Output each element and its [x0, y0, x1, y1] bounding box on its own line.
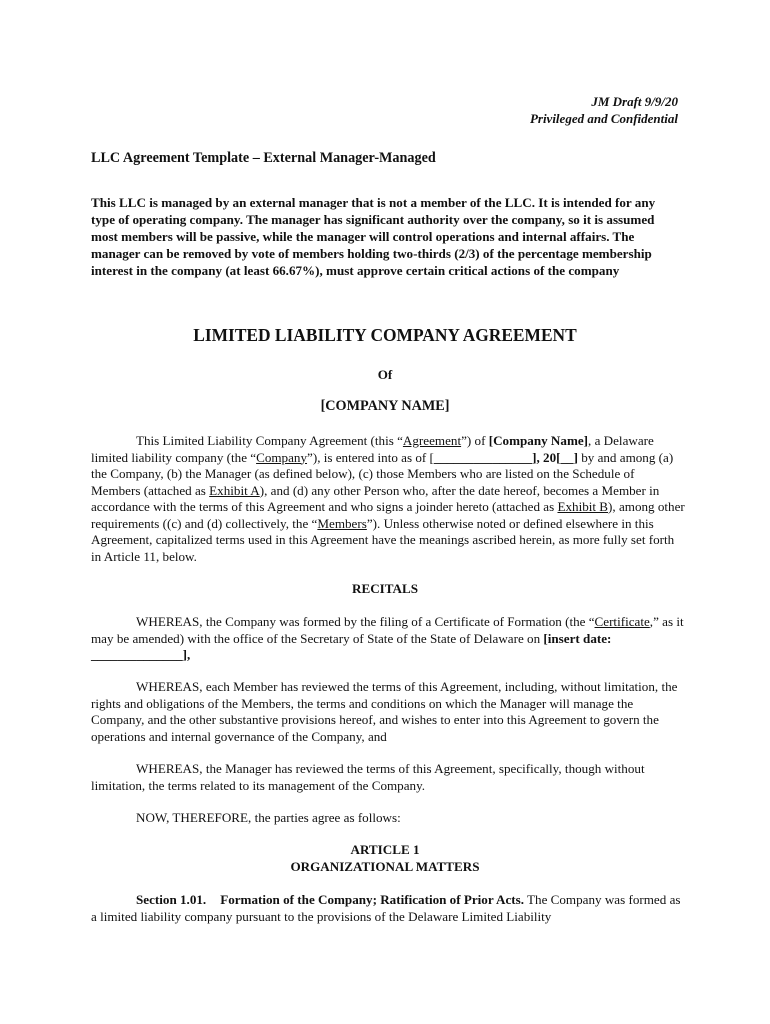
recitals-heading: RECITALS: [352, 581, 418, 596]
article-1-number: ARTICLE 1: [350, 842, 420, 857]
section-title: Formation of the Company; Ratification of Prior Acts.: [220, 892, 524, 907]
preamble-text: This Limited Liability Company Agreement (this “: [136, 433, 403, 448]
section-number: Section 1.01.: [136, 892, 207, 907]
exhibit-b-reference: Exhibit B: [557, 499, 609, 514]
preamble-text: ), and (d) any other Person who, after the date hereof, becomes a Member in accordance with the terms of this Agreement and who signs a joinder hereto (attached as: [91, 482, 660, 514]
whereas-formation: [91, 614, 685, 664]
now-therefore: NOW, THEREFORE, the parties agree as follows:: [136, 810, 401, 825]
defined-term-company: Company: [256, 449, 308, 465]
article-1-name: ORGANIZATIONAL MATTERS: [290, 859, 480, 874]
recital-text: WHEREAS, the Company was formed by the filing of a Certificate of Formation (the “: [136, 614, 595, 629]
whereas-manager: WHEREAS, the Manager has reviewed the terms of this Agreement, specifically, though without limitation, the terms related to its management of the Company.: [91, 761, 645, 793]
draft-label: JM Draft 9/9/20: [591, 94, 678, 109]
agreement-title: LIMITED LIABILITY COMPANY AGREEMENT: [193, 325, 577, 345]
defined-term-agreement: Agreement: [402, 433, 462, 448]
preamble-text: ”) of: [461, 433, 489, 448]
section-text: The Company was formed as a limited liability company pursuant to the provisions of the Delaware Limited Liability: [91, 892, 681, 924]
exhibit-a-reference: Exhibit A: [209, 482, 260, 498]
whereas-members: WHEREAS, each Member has reviewed the terms of this Agreement, including, without limitation, the rights and obligations of the Members, the terms and conditions on which the Manager will manage the Company, and the other substantive provisions hereof, and wishes to enter into this Agreement to govern the operations and internal governance of the Company, and: [91, 679, 678, 744]
preamble-text: ”), is entered into as of [: [307, 449, 434, 465]
date-placeholder: _______________], 20[__]: [433, 449, 578, 465]
defined-term-certificate: Certificate: [594, 614, 650, 629]
company-name-heading: [COMPANY NAME]: [320, 398, 450, 414]
defined-term-members: Members: [317, 515, 367, 531]
preamble-text: ”). Unless otherwise noted or defined elsewhere in this Agreement, capitalized terms used in this Agreement have the meanings ascribed herein, as more fully set forth in Article 11, below.: [91, 515, 675, 564]
preamble-text: ), among other requirements ((c) and (d) collectively, the “: [91, 499, 685, 531]
preamble-text: , a Delaware limited liability company (the “: [91, 433, 654, 465]
template-title: LLC Agreement Template – External Manager-Managed: [91, 150, 436, 166]
draft-header: [530, 94, 678, 127]
formation-date-placeholder: [insert date: ______________],: [91, 630, 612, 662]
recital-text: ,” as it may be amended) with the office of the Secretary of State of the State of Delaware on: [91, 614, 684, 646]
preamble-text: by and among (a) the Company, (b) the Manager (as defined below), (c) those Members who are listed on the Schedule of Members (attached as: [91, 449, 674, 498]
confidential-label: Privileged and Confidential: [529, 110, 678, 126]
of-line: Of: [377, 367, 393, 382]
preamble-paragraph: [91, 433, 685, 565]
company-name-placeholder: [Company Name]: [488, 433, 589, 448]
section-1-01: [91, 892, 685, 925]
intro-paragraph: This LLC is managed by an external manager that is not a member of the LLC. It is intended for any type of operating company. The manager has significant authority over the company, so it is assumed most members will be passive, while the manager will control operations and internal affairs. The manager can be removed by vote of members holding two-thirds (2/3) of the percentage membership interest in the company (at least 66.67%), must approve certain critical actions of the company: [91, 195, 656, 278]
